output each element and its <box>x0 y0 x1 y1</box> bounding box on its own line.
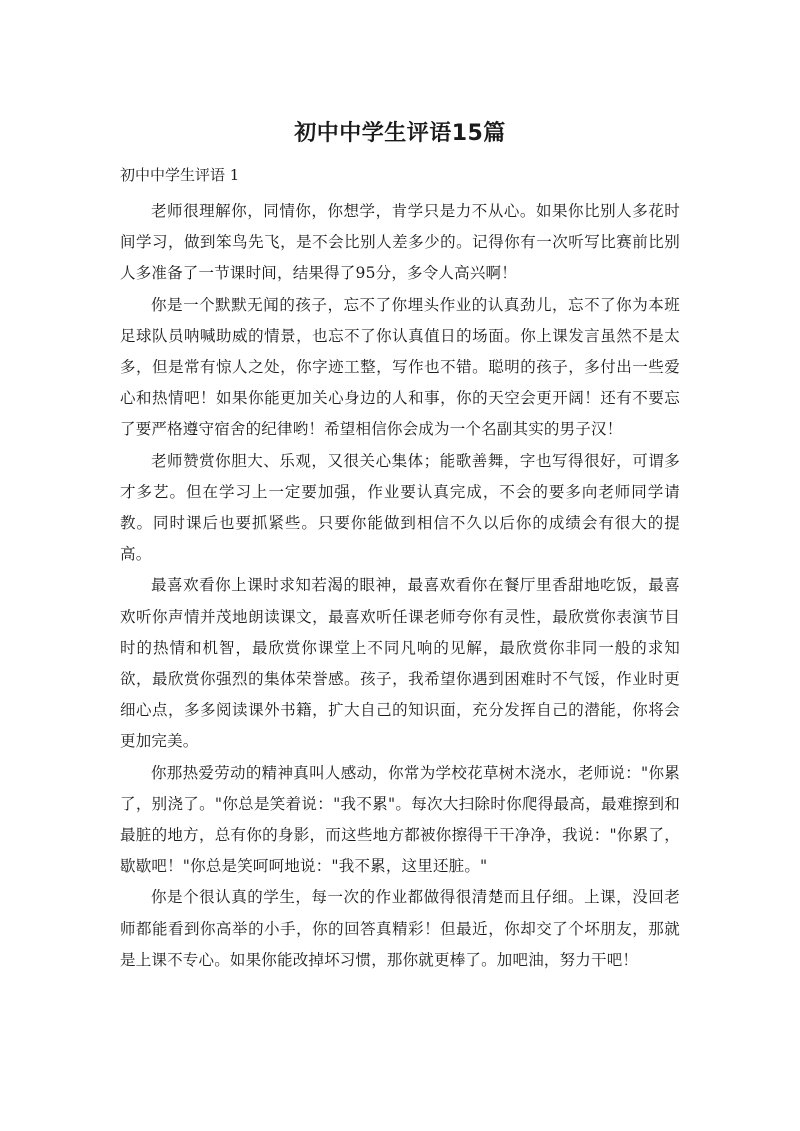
paragraph-4: 最喜欢看你上课时求知若渴的眼神，最喜欢看你在餐厅里香甜地吃饭，最喜欢听你声情并茂地朗读课文，最喜欢听任课老师夸你有灵性，最欣赏你表演节目时的热情和机智，最欣赏你课堂上不同凡响的见解，最欣赏你非同一般的求知欲，最欣赏你强烈的集体荣誉感。孩子，我希望你遇到困难时不气馁，作业时更细心点，多多阅读课外书籍，扩大自己的知识面，充分发挥自己的潜能，你将会更加完美。 <box>120 576 680 751</box>
document-title: 初中中学生评语15篇 <box>294 121 506 146</box>
paragraph-5: 你那热爱劳动的精神真叫人感动，你常为学校花草树木浇水，老师说："你累了，别浇了。"你总是笑着说："我不累"。每次大扫除时你爬得最高，最难擦到和最脏的地方，总有你的身影，而这些地方都被你擦得干干净净，我说："你累了，歇歇吧！"你总是笑呵呵地说："我不累，这里还脏。" <box>120 763 680 876</box>
paragraph-2: 你是一个默默无闻的孩子，忘不了你埋头作业的认真劲儿，忘不了你为本班足球队员呐喊助威的情景，也忘不了你认真值日的场面。你上课发言虽然不是太多，但是常有惊人之处，你字迹工整，写作也不错。聪明的孩子，多付出一些爱心和热情吧！如果你能更加关心身边的人和事，你的天空会更开阔！还有不要忘了要严格遵守宿舍的纪律哟！希望相信你会成为一个名副其实的男子汉！ <box>120 295 680 439</box>
paragraph-1: 老师很理解你，同情你，你想学，肯学只是力不从心。如果你比别人多花时间学习，做到笨鸟先飞，是不会比别人差多少的。记得你有一次听写比赛前比别人多准备了一节课时间，结果得了95分，多令人高兴啊！ <box>120 202 680 283</box>
paragraph-6: 你是个很认真的学生，每一次的作业都做得很清楚而且仔细。上课，没回老师都能看到你高举的小手，你的回答真精彩！但最近，你却交了个坏朋友，那就是上课不专心。如果你能改掉坏习惯，那你就更棒了。加吧油，努力干吧！ <box>120 888 680 969</box>
paragraph-3: 老师赞赏你胆大、乐观，又很关心集体；能歌善舞，字也写得很好，可谓多才多艺。但在学习上一定要加强，作业要认真完成，不会的要多向老师同学请教。同时课后也要抓紧些。只要你能做到相信不久以后你的成绩会有很大的提高。 <box>120 451 680 564</box>
document-body <box>120 196 680 976</box>
section-heading: 初中中学生评语 1 <box>120 166 240 184</box>
